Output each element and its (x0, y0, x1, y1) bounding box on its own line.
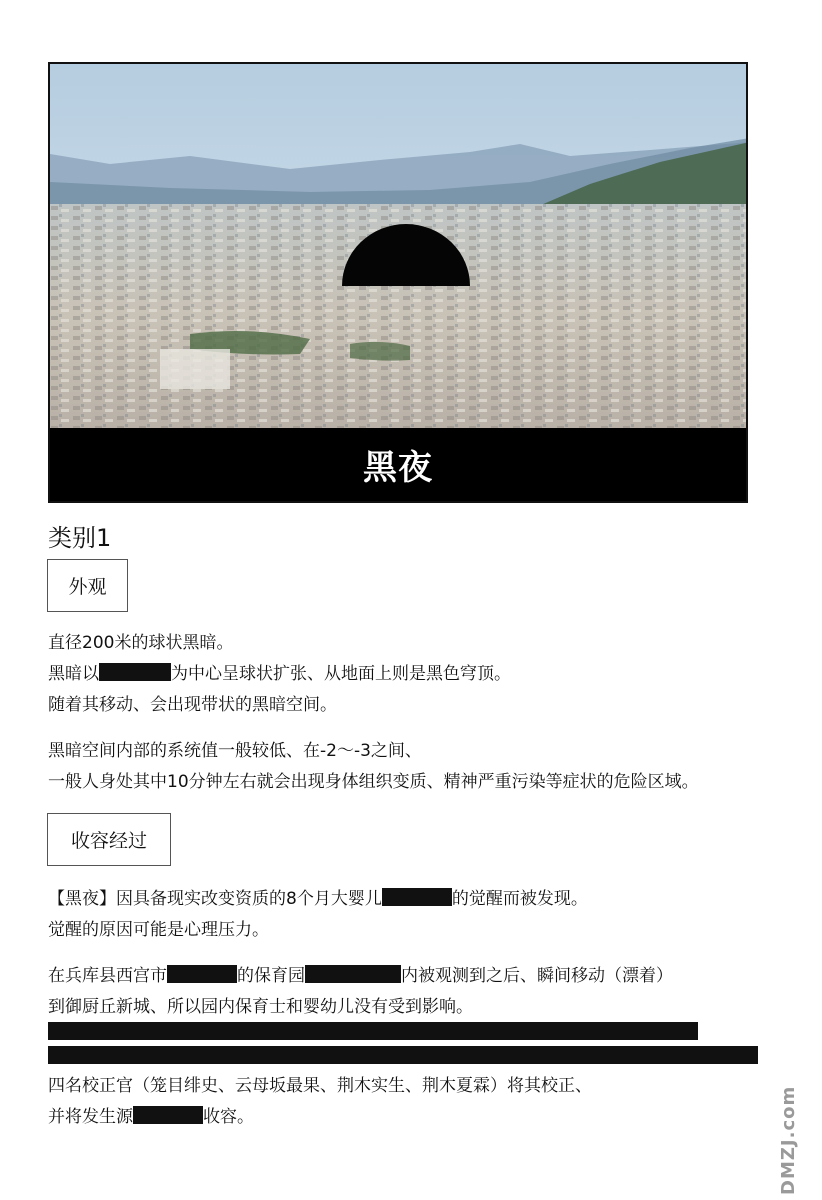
text-line (48, 884, 588, 915)
redaction-block (133, 1106, 203, 1124)
appearance-paragraph-2 (48, 736, 699, 798)
section-heading-appearance: 外观 (47, 559, 128, 612)
text-segment: 黑暗以 (48, 664, 99, 684)
hero-image-panel (48, 62, 748, 503)
text-line: 四名校正官（笼目绯史、云母坂最果、荆木实生、荆木夏霖）将其校正、 (48, 1076, 592, 1096)
redacted-line (48, 1046, 758, 1064)
text-line: 一般人身处其中10分钟左右就会出现身体组织变质、精神严重污染等症状的危险区域。 (48, 772, 699, 792)
hero-title: 黑夜 (50, 428, 746, 501)
redaction-block (305, 965, 401, 983)
text-line: 觉醒的原因可能是心理压力。 (48, 920, 269, 940)
text-line: 到御厨丘新城、所以园内保育士和婴幼儿没有受到影响。 (48, 997, 473, 1017)
redaction-block (167, 965, 237, 983)
text-line (48, 1102, 592, 1133)
text-line (48, 961, 673, 992)
section-heading-history: 收容经过 (47, 813, 171, 866)
appearance-paragraph-1 (48, 628, 511, 721)
history-paragraph-1 (48, 884, 588, 946)
category-label: 类别1 (48, 524, 112, 552)
text-segment: 【黑夜】因具备现实改变资质的8个月大婴儿 (48, 889, 382, 909)
text-segment: 收容。 (203, 1107, 254, 1127)
text-segment: 为中心呈球状扩张、从地面上则是黑色穹顶。 (171, 664, 511, 684)
text-segment: 的保育园 (237, 966, 305, 986)
text-segment: 在兵库县西宫市 (48, 966, 167, 986)
text-line (48, 659, 511, 690)
history-paragraph-3 (48, 1071, 592, 1133)
redaction-block (99, 663, 171, 681)
history-paragraph-2 (48, 961, 673, 1023)
text-segment: 并将发生源 (48, 1107, 133, 1127)
text-line: 黑暗空间内部的系统值一般较低、在-2〜-3之间、 (48, 741, 422, 761)
site-watermark: DMZJ.com (778, 1085, 799, 1195)
text-segment: 的觉醒而被发现。 (451, 889, 588, 909)
redaction-block (382, 888, 452, 906)
text-line: 直径200米的球状黑暗。 (48, 633, 234, 653)
redacted-line (48, 1022, 698, 1040)
white-building (160, 349, 230, 389)
city-landscape-illustration (50, 64, 748, 434)
text-line: 随着其移动、会出现带状的黑暗空间。 (48, 695, 337, 715)
text-segment: 内被观测到之后、瞬间移动（漂着） (401, 966, 673, 986)
park-trees-2 (350, 342, 410, 361)
